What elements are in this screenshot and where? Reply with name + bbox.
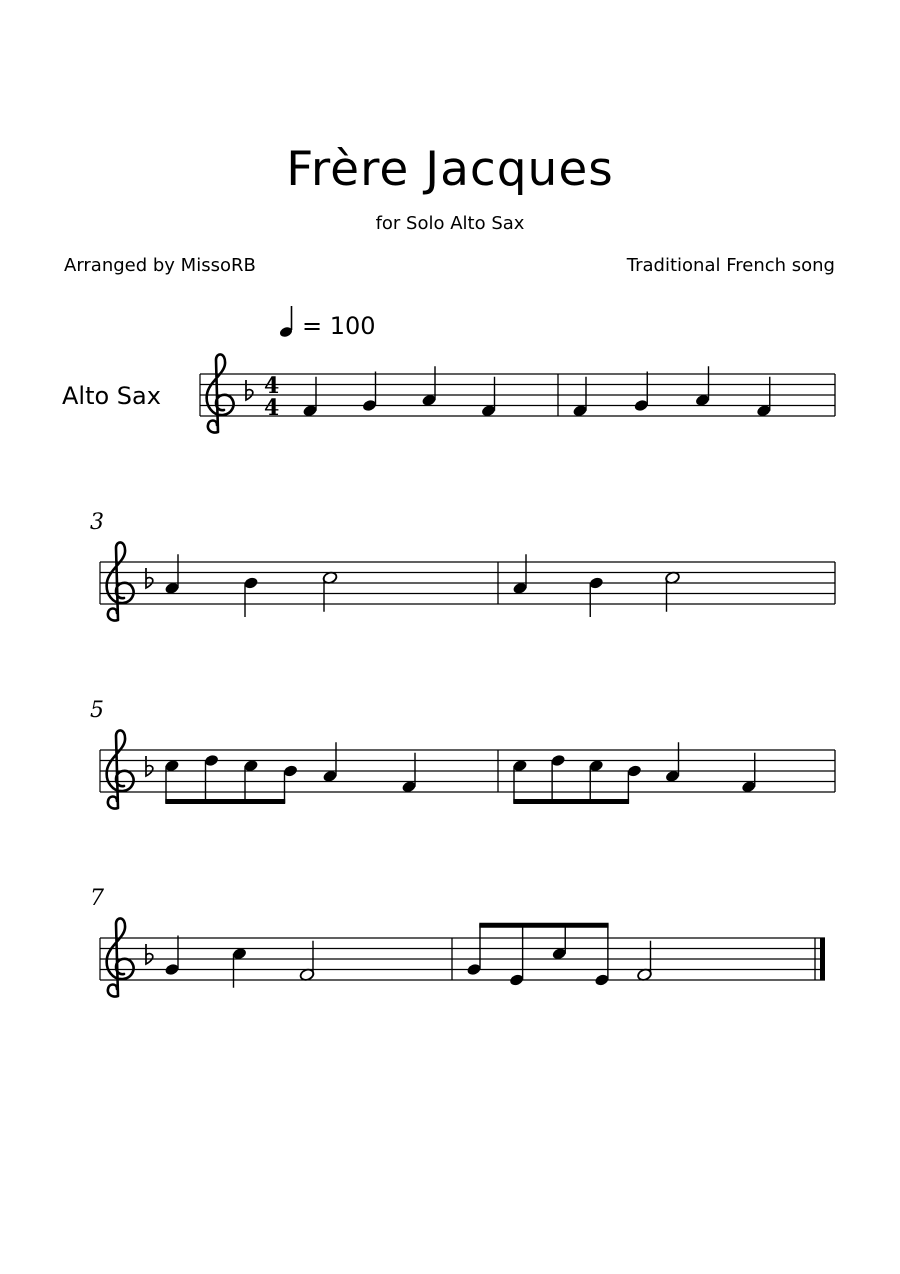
- measure-number: 3: [90, 510, 104, 535]
- score-title: Frère Jacques: [286, 142, 614, 197]
- arranger-credit: Arranged by MissoRB: [64, 255, 256, 276]
- score-subtitle: for Solo Alto Sax: [375, 213, 525, 234]
- measure-number: 5: [90, 698, 104, 723]
- treble-clef-icon: [107, 918, 134, 996]
- flat-accidental-icon: [146, 944, 153, 964]
- time-signature-numerator: 4: [264, 373, 280, 399]
- treble-clef-icon: [207, 354, 234, 432]
- eighth-beam: [479, 923, 608, 928]
- flat-accidental-icon: [146, 568, 153, 588]
- time-signature-denominator: 4: [264, 395, 280, 421]
- measure-number: 7: [90, 886, 104, 911]
- composer-credit: Traditional French song: [626, 255, 835, 276]
- treble-clef-icon: [107, 730, 134, 808]
- treble-clef-icon: [107, 542, 134, 620]
- final-barline-thick: [820, 938, 825, 980]
- flat-accidental-icon: [246, 380, 253, 400]
- eighth-beam: [513, 799, 629, 804]
- instrument-name: Alto Sax: [62, 382, 161, 410]
- flat-accidental-icon: [146, 756, 153, 776]
- tempo-quarter-note-icon: [279, 306, 294, 338]
- tempo-marking: = 100: [302, 312, 376, 340]
- eighth-beam: [165, 799, 285, 804]
